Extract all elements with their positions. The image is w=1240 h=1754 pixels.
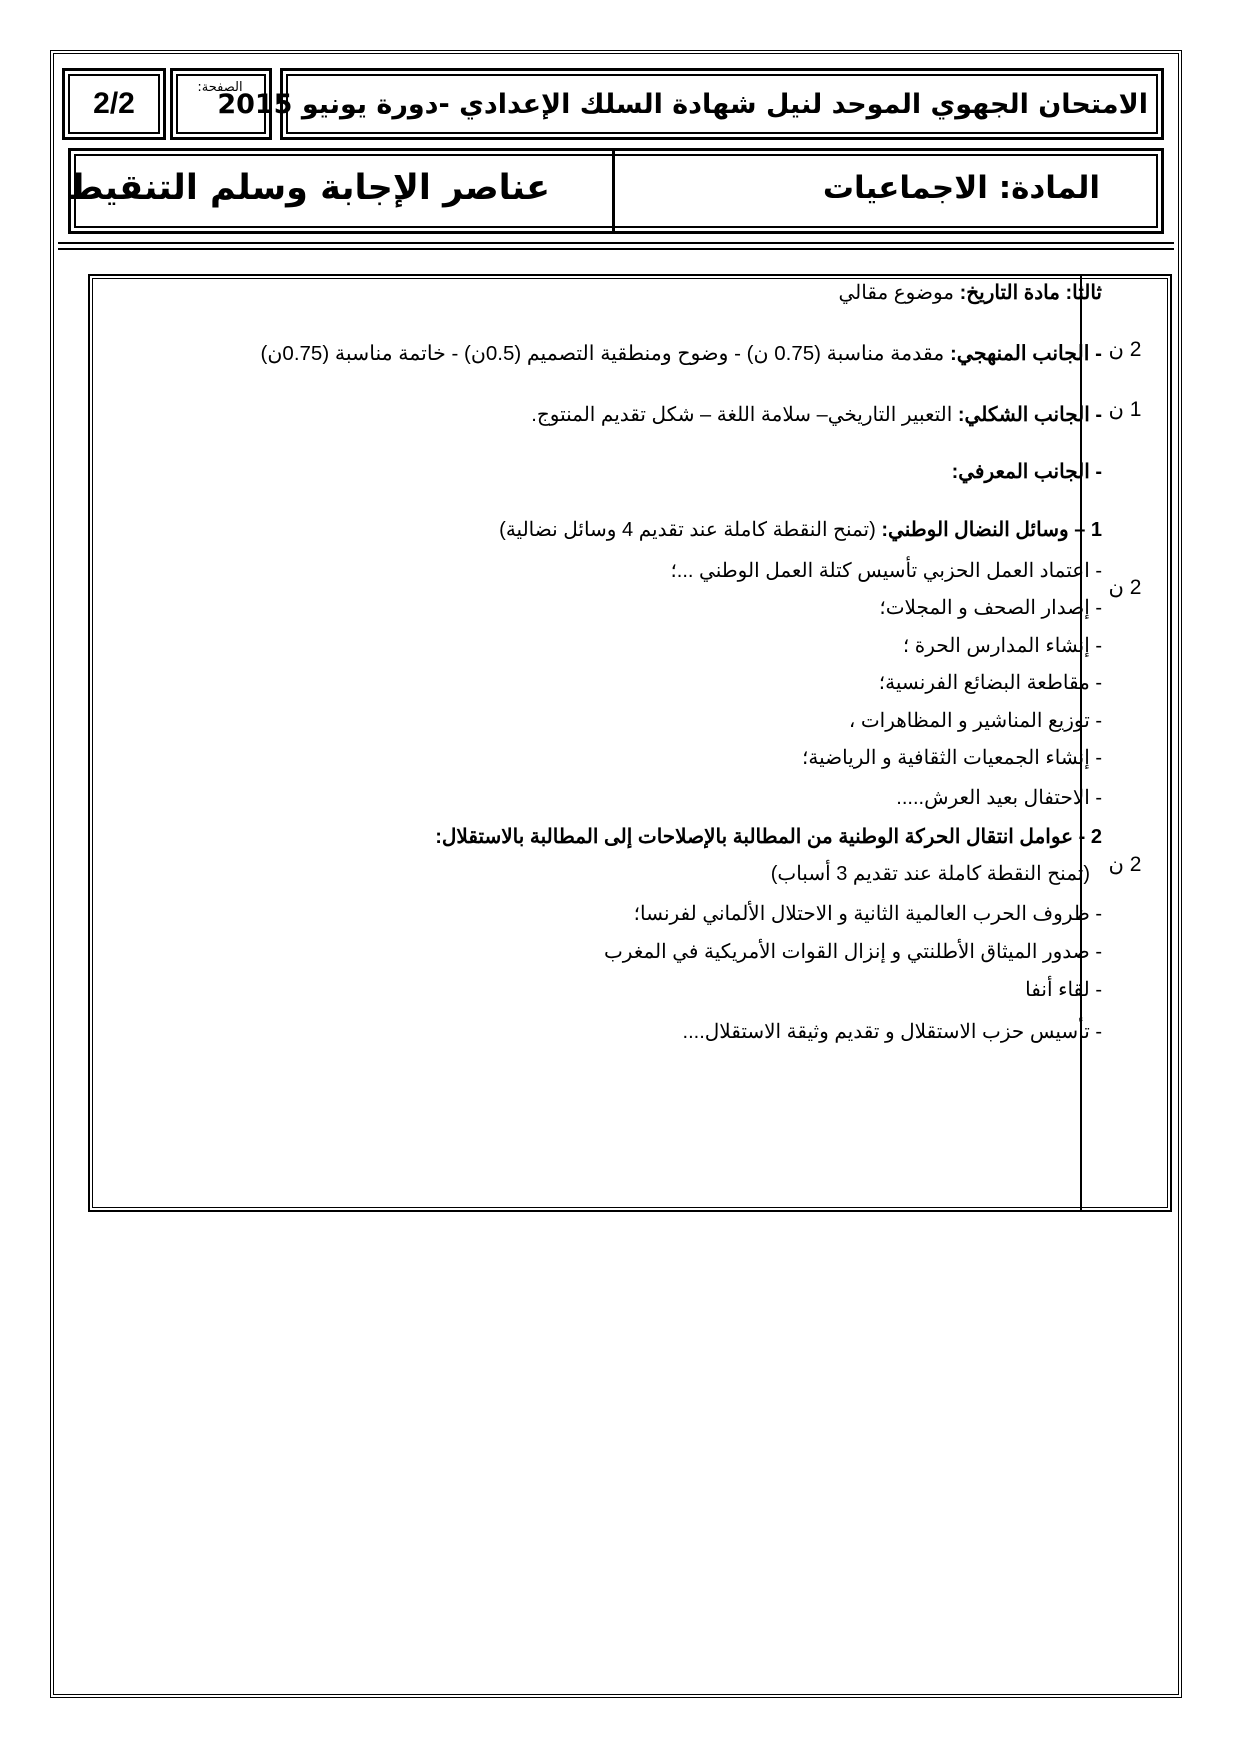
answer-key-title: عناصر الإجابة وسلم التنقيط — [67, 168, 550, 208]
q2-heading-line — [435, 825, 1102, 849]
q1-item: - إنشاء الجمعيات الثقافية و الرياضية؛ — [802, 747, 1102, 769]
q1-item: - الاحتفال بعيد العرش..... — [896, 787, 1102, 809]
q1-heading-line — [499, 518, 1102, 542]
q1-item: - إنشاء المدارس الحرة ؛ — [902, 635, 1102, 657]
section-heading-line — [838, 281, 1102, 305]
exam-title: الامتحان الجهوي الموحد لنيل شهادة السلك الإعدادي -دورة يونيو 2015 — [217, 89, 1148, 120]
form-label: - الجانب الشكلي: — [957, 404, 1102, 426]
q1-label: وسائل النضال الوطني: — [881, 519, 1069, 541]
score-q2: 2 ن — [1108, 853, 1142, 876]
section-heading: ثالثا: مادة التاريخ: — [959, 282, 1102, 304]
subject-label: المادة: الاجماعيات — [822, 170, 1100, 206]
q1-item: - توزيع المناشير و المظاهرات ، — [848, 710, 1102, 732]
q1-item: - مقاطعة البضائع الفرنسية؛ — [878, 672, 1102, 694]
header-separator — [58, 242, 1174, 244]
form-line — [531, 403, 1102, 427]
knowledge-line — [952, 460, 1102, 484]
knowledge-label: - الجانب المعرفي: — [951, 461, 1102, 483]
score-method: 2 ن — [1108, 338, 1142, 361]
section-topic: موضوع مقالي — [838, 282, 955, 304]
q1-note: (تمنح النقطة كاملة عند تقديم 4 وسائل نضالية) — [499, 519, 876, 541]
page-number: 2/2 — [93, 87, 135, 120]
q2-item: - ظروف الحرب العالمية الثانية و الاحتلال الألماني لفرنسا؛ — [633, 903, 1102, 925]
score-form: 1 ن — [1108, 398, 1142, 421]
page-label: الصفحة: — [197, 80, 243, 95]
form-text: التعبير التاريخي– سلامة اللغة – شكل تقديم المنتوج. — [531, 404, 953, 426]
method-text: مقدمة مناسبة (0.75 ن) - وضوح ومنطقية التصميم (0.5ن) - خاتمة مناسبة (0.75ن) — [260, 342, 945, 365]
q1-item: - اعتماد العمل الحزبي تأسيس كتلة العمل الوطني ...؛ — [670, 560, 1102, 582]
q2-note: (تمنح النقطة كاملة عند تقديم 3 أسباب) — [770, 863, 1090, 885]
q1-item: - إصدار الصحف و المجلات؛ — [879, 597, 1102, 619]
q2-label: 2 - عوامل انتقال الحركة الوطنية من المطالبة بالإصلاحات إلى المطالبة بالاستقلال: — [435, 826, 1102, 848]
method-label: - الجانب المنهجي: — [949, 342, 1102, 365]
q2-item: - لقاء أنفا — [1025, 979, 1102, 1001]
q2-item: - صدور الميثاق الأطلنتي و إنزال القوات الأمريكية في المغرب — [603, 941, 1102, 963]
q1-number: 1 – — [1074, 519, 1102, 541]
score-q1: 2 ن — [1108, 576, 1142, 599]
method-line — [261, 342, 1102, 366]
q2-item: - تأسيس حزب الاستقلال و تقديم وثيقة الاستقلال.... — [682, 1021, 1102, 1043]
subject-row-divider — [612, 148, 615, 234]
header-separator-2 — [58, 248, 1174, 250]
